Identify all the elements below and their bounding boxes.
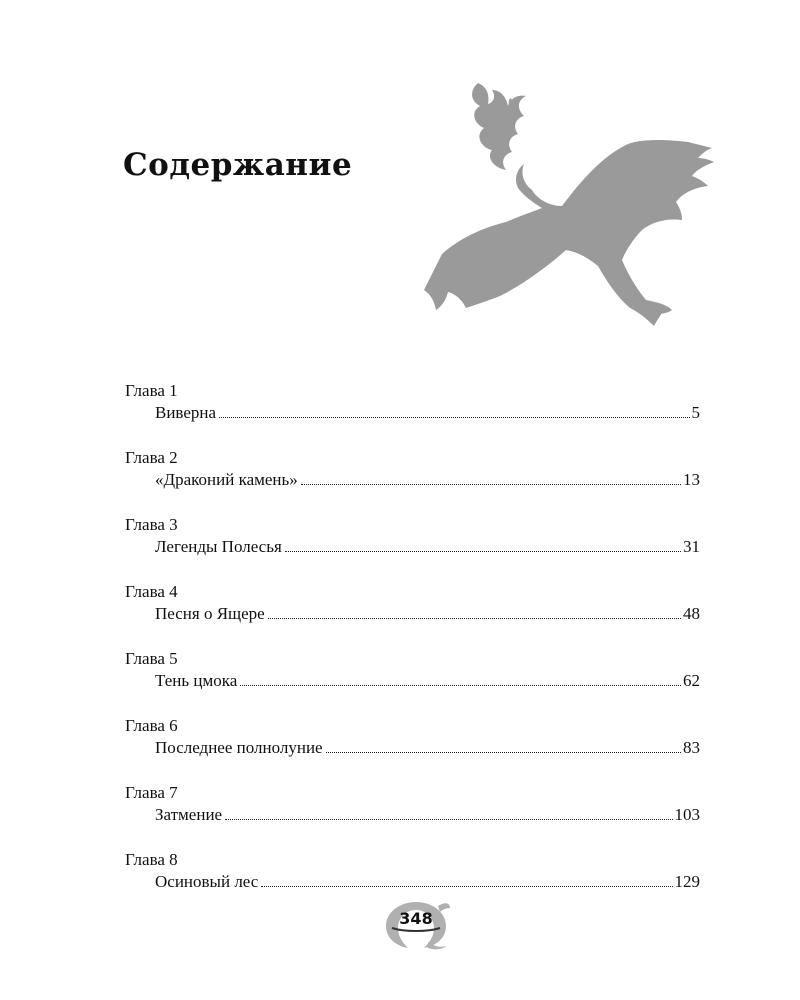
page-number: 348: [399, 909, 433, 928]
table-of-contents: [125, 380, 700, 916]
chapter-line: [155, 670, 700, 692]
chapter-line: [155, 536, 700, 558]
dragon-illustration: [420, 78, 730, 328]
chapter-title: Легенды Полесья: [155, 537, 282, 556]
chapter-page-number: 62: [683, 671, 700, 690]
toc-entry[interactable]: [125, 380, 700, 447]
dot-leader: [240, 685, 681, 686]
chapter-page-number: 129: [674, 872, 700, 891]
dot-leader: [301, 484, 681, 485]
chapter-title: Песня о Ящере: [155, 604, 265, 623]
toc-entry[interactable]: [125, 514, 700, 581]
chapter-title: Виверна: [155, 403, 217, 422]
chapter-label: Глава 8: [125, 850, 178, 869]
chapter-page-number: 48: [683, 604, 700, 623]
chapter-line: [155, 871, 700, 893]
chapter-line: [155, 469, 700, 491]
chapter-title: Тень цмока: [155, 671, 238, 690]
toc-entry[interactable]: [125, 782, 700, 849]
chapter-line: [155, 402, 700, 424]
toc-entry[interactable]: [125, 648, 700, 715]
chapter-page-number: 83: [683, 738, 700, 757]
chapter-label: Глава 5: [125, 649, 178, 668]
dot-leader: [268, 618, 681, 619]
chapter-label: Глава 2: [125, 448, 178, 467]
chapter-label: Глава 7: [125, 783, 178, 802]
chapter-title: Последнее полнолуние: [155, 738, 323, 757]
chapter-page-number: 103: [674, 805, 700, 824]
dragon-body: [424, 140, 714, 326]
page-title: Содержание: [123, 147, 353, 183]
toc-entry[interactable]: [125, 447, 700, 514]
chapter-title: Затмение: [155, 805, 223, 824]
chapter-title: Осиновый лес: [155, 872, 259, 891]
chapter-line: [155, 737, 700, 759]
chapter-title: «Драконий камень»: [155, 470, 298, 489]
chapter-page-number: 5: [691, 403, 700, 422]
chapter-line: [155, 603, 700, 625]
dot-leader: [326, 752, 681, 753]
chapter-page-number: 31: [683, 537, 700, 556]
chapter-line: [155, 804, 700, 826]
chapter-label: Глава 4: [125, 582, 178, 601]
dot-leader: [225, 819, 672, 820]
fire-flame-icon: [472, 83, 526, 170]
dot-leader: [261, 886, 672, 887]
chapter-label: Глава 6: [125, 716, 178, 735]
chapter-label: Глава 3: [125, 515, 178, 534]
chapter-page-number: 13: [683, 470, 700, 489]
toc-entry[interactable]: [125, 581, 700, 648]
dot-leader: [285, 551, 681, 552]
toc-entry[interactable]: [125, 715, 700, 782]
dot-leader: [219, 417, 689, 418]
chapter-label: Глава 1: [125, 381, 178, 400]
